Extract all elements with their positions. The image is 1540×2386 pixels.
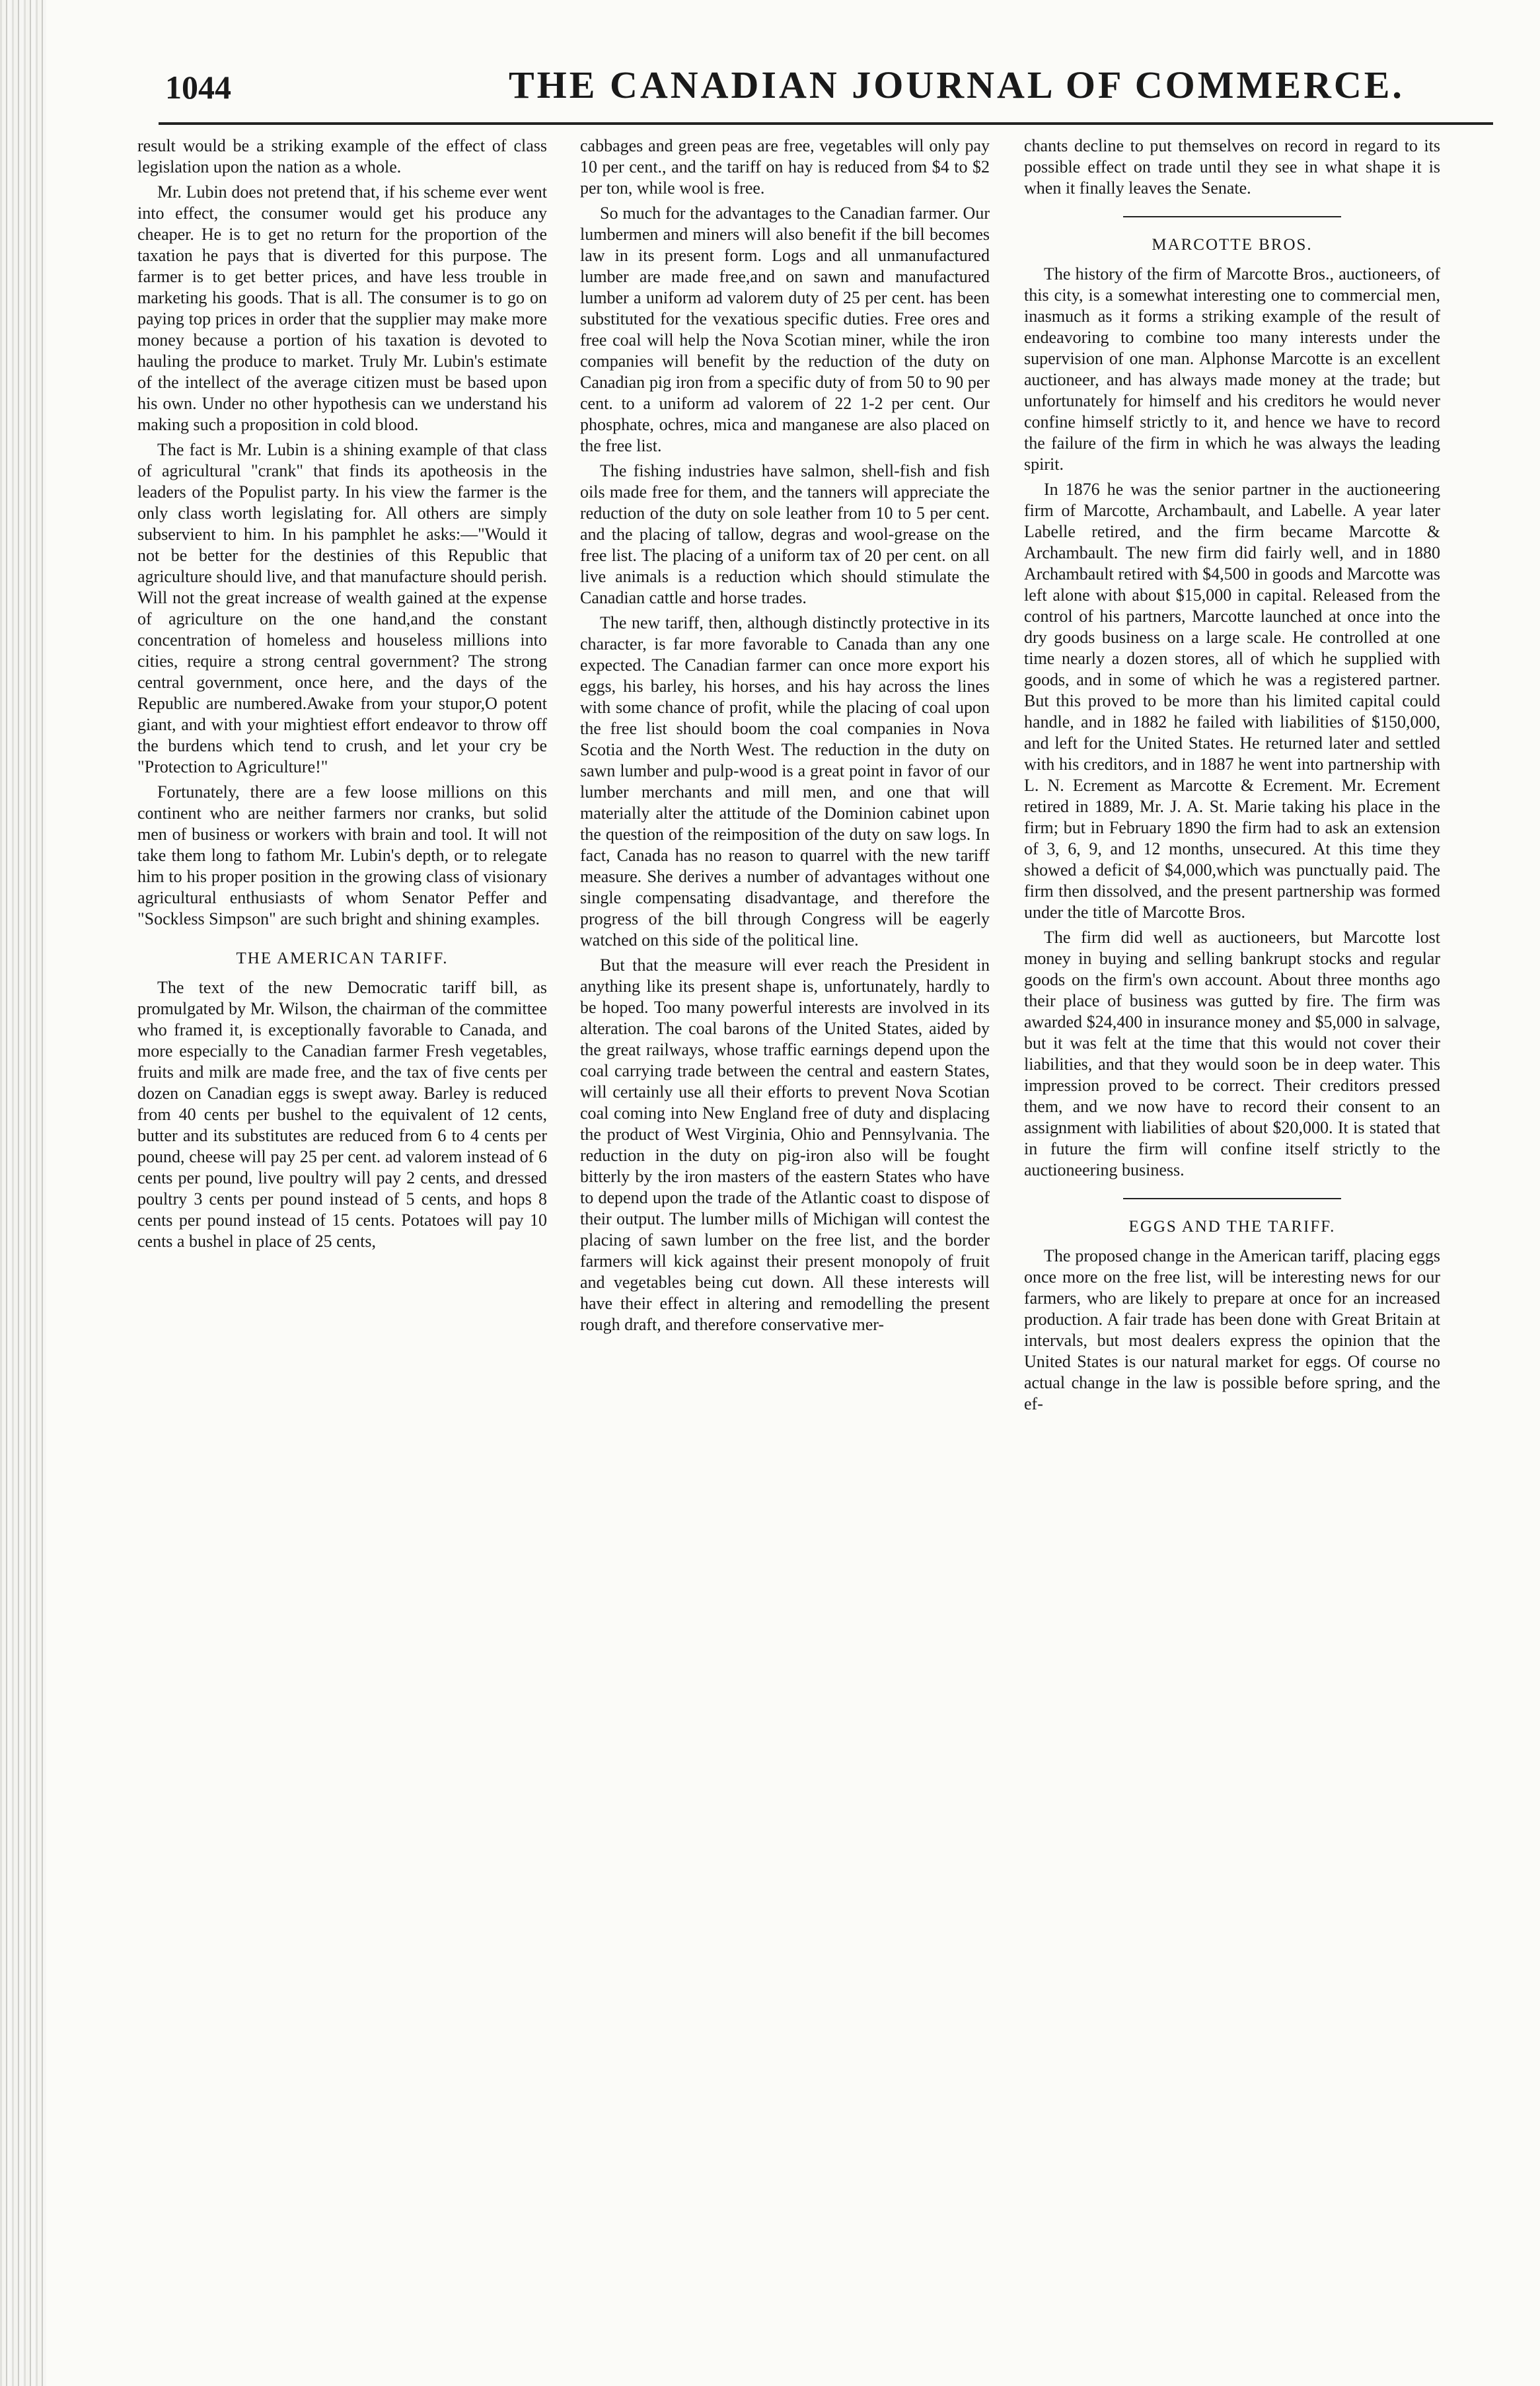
paragraph: The fact is Mr. Lubin is a shining example of that class of agricultural "crank" that finds its apotheosis in the leaders of the Populist party. In his view the farmer is the only class worth legislating for. All others are simply subservient to him. In his pamphlet he asks:—"Would it not be better for the destinies of this Republic that agriculture should live, and that manufacture should perish. Will not the great increase of wealth gained at the expense of agriculture on the one hand,and the constant concentration of homeless and houseless millions into cities, require a strong central government? The strong central government, once here, and the days of the Republic are numbered.Awake from your stupor,O potent giant, and with your mightiest effort endeavor to throw off the burdens which tend to crush, and let your cry be "Protection to Agriculture!" bbox=[137, 440, 547, 776]
paragraph: But that the measure will ever reach the President in anything like its present shape is, unfortunately, hardly to be hoped. Too many powerful interests are involved in its alteration. The coal barons of the United States, aided by the great railways, whose traffic earnings depend upon the coal carrying trade between the central and eastern States, will certainly use all their efforts to prevent Nova Scotian coal coming into New England free of duty and displacing the product of West Virginia, Ohio and Pennsylvania. The reduction in the duty on pig-iron also will be fought bitterly by the iron masters of the eastern States who have to depend upon the trade of the Atlantic coast to dispose of their output. The lumber mills of Michigan will contest the placing of sawn lumber on the free list, and the border farmers will kick against their present monopoly of fruit and vegetables being cut down. All these interests will have their effect in altering and remodelling the present rough draft, and therefore conservative mer- bbox=[580, 955, 990, 1334]
paragraph: So much for the advantages to the Canadian farmer. Our lumbermen and miners will also benefit if the bill becomes law in its present form. Logs and all unmanufactured lumber are made free,and on sawn and manufactured lumber a uniform ad valorem duty of 25 per cent. has been substituted for the vexatious specific duties. Free ores and free coal will help the Nova Scotian miner, while the iron companies will benefit by the reduction of the duty on Canadian pig iron from a specific duty of from 50 to 90 per cent. to a uniform ad valorem of 22 1-2 per cent. Our phosphate, ochres, mica and manganese are also placed on the free list. bbox=[580, 204, 990, 455]
paragraph: Fortunately, there are a few loose millions on this continent who are neither farmers nor cranks, but solid men of business or workers with brain and tool. It will not take them long to fathom Mr. Lubin's depth, or to relegate him to his proper position in the growing class of visionary agricultural enthusiasts of whom Senator Peffer and "Sockless Simpson" are such bright and shining examples. bbox=[137, 782, 547, 928]
section-divider bbox=[1123, 1198, 1341, 1199]
paragraph: result would be a striking example of the effect of class legislation upon the nation as a whole. bbox=[137, 136, 547, 176]
column-2 bbox=[580, 135, 990, 2356]
paragraph: cabbages and green peas are free, vegetables will only pay 10 per cent., and the tariff on hay is reduced from $4 to $2 per ton, while wool is free. bbox=[580, 136, 990, 198]
page-number: 1044 bbox=[165, 69, 231, 106]
paragraph: The history of the firm of Marcotte Bros., auctioneers, of this city, is a somewhat interesting one to commercial men, inasmuch as it forms a striking example of the result of endeavoring to combine too many interests under the supervision of one man. Alphonse Marcotte is an excellent auctioneer, and has always made money at the trade; but unfortunately for himself and his creditors he would never confine himself strictly to it, and hence we have to record the failure of the firm in which he was always the leading spirit. bbox=[1024, 264, 1440, 474]
header-rule bbox=[159, 122, 1493, 125]
section-divider bbox=[1123, 216, 1341, 217]
scanned-binding-edge bbox=[0, 0, 46, 2386]
page-header bbox=[165, 63, 1407, 116]
section-heading-eggs-and-tariff: EGGS AND THE TARIFF. bbox=[1128, 1218, 1336, 1236]
journal-title: THE CANADIAN JOURNAL OF COMMERCE. bbox=[509, 63, 1405, 106]
column-1 bbox=[137, 135, 547, 2356]
column-3 bbox=[1024, 135, 1440, 2356]
section-heading-american-tariff: THE AMERICAN TARIFF. bbox=[236, 950, 449, 967]
section-heading-marcotte-bros: MARCOTTE BROS. bbox=[1152, 236, 1313, 254]
paragraph: Mr. Lubin does not pretend that, if his scheme ever went into effect, the consumer would get his produce any cheaper. He is to get no return for the proportion of the taxation he pays that is diverted for this purpose. The farmer is to get better prices, and have less trouble in marketing his goods. That is all. The consumer is to go on paying top prices in order that the supplier may make more money because a portion of his taxation is devoted to hauling the produce to market. Truly Mr. Lubin's estimate of the intellect of the average citizen must be based upon his own. Under no other hypothesis can we understand his making such a proposition in cold blood. bbox=[137, 182, 547, 434]
paragraph: The new tariff, then, although distinctly protective in its character, is far more favorable to Canada than any one expected. The Canadian farmer can once more export his eggs, his barley, his horses, and his hay across the lines with some chance of profit, while the placing of coal upon the free list should boom the coal companies in Nova Scotia and the North West. The reduction in the duty on sawn lumber and pulp-wood is a great point in favor of our lumber merchants and mill men, and one that will materially alter the attitude of the Dominion cabinet upon the question of the reimposition of the duty on saw logs. In fact, Canada has no reason to quarrel with the new tariff measure. She derives a number of advantages without one single compensating disadvantage, and therefore the progress of the bill through Congress will be eagerly watched on this side of the political line. bbox=[580, 613, 990, 950]
paragraph: The text of the new Democratic tariff bill, as promulgated by Mr. Wilson, the chairman of the committee who framed it, is exceptionally favorable to Canada, and more especially to the Canadian farmer Fresh vegetables, fruits and milk are made free, and the tax of five cents per dozen on Canadian eggs is swept away. Barley is reduced from 40 cents per bushel to the equivalent of 12 cents, butter and its substitutes are reduced from 6 to 4 cents per pound, cheese will pay 25 per cent. ad valorem instead of 6 cents per pound, live poultry will pay 2 cents, and dressed poultry 3 cents per pound instead of 5 cents, and hops 8 cents per pound instead of 15 cents. Potatoes will pay 10 cents a bushel in place of 25 cents, bbox=[137, 978, 547, 1251]
paragraph: The firm did well as auctioneers, but Marcotte lost money in buying and selling bankrupt stocks and regular goods on the firm's own account. About three months ago their place of business was gutted by fire. The firm was awarded $24,400 in insurance money and $5,000 in salvage, but it was felt at the time that this would not cover their liabilities, and that they would soon be in deep water. This impression proved to be correct. Their creditors pressed them, and we now have to record their consent to an assignment with liabilities of about $20,000. It is stated that in future the firm will confine itself strictly to the auctioneering business. bbox=[1024, 928, 1440, 1179]
paragraph: The proposed change in the American tariff, placing eggs once more on the free list, will be interesting news for our farmers, who are likely to prepare at once for an increased production. A fair trade has been done with Great Britain at intervals, but most dealers express the opinion that the United States is our natural market for eggs. Of course no actual change in the law is possible before spring, and the ef- bbox=[1024, 1246, 1440, 1413]
paragraph: In 1876 he was the senior partner in the auctioneering firm of Marcotte, Archambault, and Labelle. A year later Labelle retired, and the firm became Marcotte & Archambault. The new firm did fairly well, and in 1880 Archambault retired with $4,500 in goods and Marcotte was left alone with about $15,000 in capital. Released from the control of his partners, Marcotte launched at once into the dry goods business on a large scale. He controlled at one time nearly a dozen stores, all of which he supplied with goods, and in some of which he was a registered partner. But this proved to be more than his limited capital could handle, and in 1882 he failed with liabilities of $150,000, and left for the United States. He returned later and settled with his creditors, and in 1887 he went into partnership with L. N. Ecrement as Marcotte & Ecrement. Mr. Ecrement retired in 1889, Mr. J. A. St. Marie taking his place in the firm; but in February 1890 the firm had to ask an extension of 3, 6, 9, and 12 months, unsecured. At this time they showed a deficit of $4,000,which was punctually paid. The firm then dissolved, and the present partnership was formed under the title of Marcotte Bros. bbox=[1024, 480, 1440, 922]
paragraph: The fishing industries have salmon, shell-fish and fish oils made free for them, and the tanners will appreciate the reduction of the duty on sole leather from 10 to 5 per cent. and the placing of tallow, degras and wool-grease on the free list. The placing of a uniform tax of 20 per cent. on all live animals is a reduction which should stimulate the Canadian cattle and horse trades. bbox=[580, 461, 990, 607]
paragraph: chants decline to put themselves on record in regard to its possible effect on trade until they see in what shape it is when it finally leaves the Senate. bbox=[1024, 136, 1440, 198]
